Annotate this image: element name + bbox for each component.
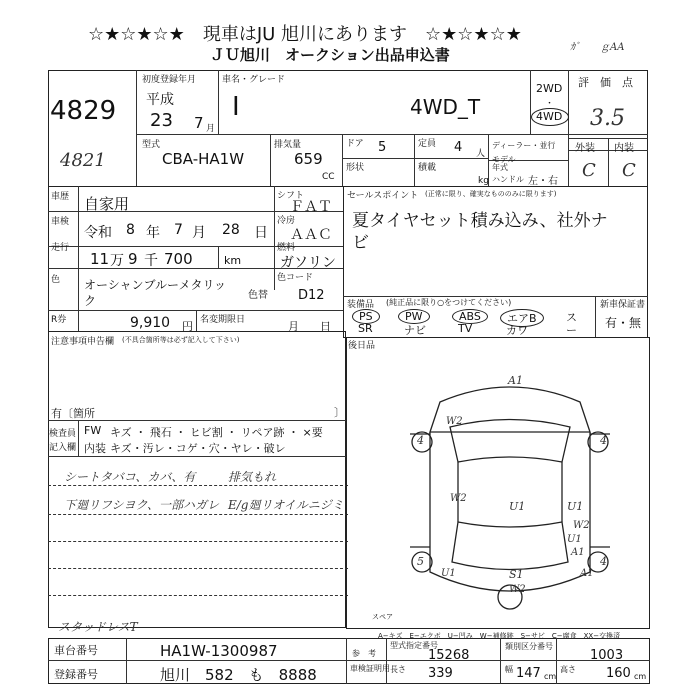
- doors-label: ドア: [346, 139, 364, 149]
- ac-value: ＡＡＣ: [290, 227, 332, 243]
- model-code: 15268: [428, 648, 470, 663]
- inspection-month: 7: [174, 222, 183, 238]
- model-name: I: [232, 92, 240, 122]
- displacement-value: 659: [294, 150, 323, 168]
- warranty-value: 有・無: [605, 316, 642, 330]
- model-label: 車名・グレード: [222, 75, 286, 85]
- interior-grade: C: [622, 160, 636, 181]
- note-line2-right: E/g廻リオイルニジミ: [228, 498, 344, 512]
- height-label: 高さ: [560, 665, 576, 674]
- capacity-unit: 人: [476, 149, 486, 159]
- mileage-man: 11: [90, 250, 110, 268]
- width-label: 幅: [505, 665, 513, 674]
- reg-month: 7: [194, 114, 204, 132]
- reg-era: 平成: [146, 92, 174, 108]
- first-reg-label: 初度登録年月: [142, 75, 197, 85]
- handle-label: ハンドル: [492, 175, 524, 184]
- mark-a1-right: A1: [571, 547, 585, 558]
- inspection-month-unit: 月: [192, 225, 206, 241]
- lot-handwritten: 4821: [60, 150, 106, 171]
- mileage-sen-unit: 千: [144, 253, 158, 269]
- inspection-label: 車検: [51, 217, 70, 227]
- equipment-item-2-3: TV: [458, 322, 473, 335]
- equipment-item-1-1: PS: [352, 309, 380, 324]
- lot-number: 4829: [50, 96, 117, 126]
- mark-w2-bottom: W2: [509, 584, 526, 595]
- documents-month: 月: [288, 320, 299, 333]
- history-value: 自家用: [84, 195, 130, 213]
- drive-dot: ・: [545, 99, 555, 109]
- reg-year: 23: [150, 110, 173, 131]
- rating-score: 3.5: [590, 106, 625, 131]
- equipment-item-2-4: カワ: [506, 324, 528, 337]
- equipment-item-1-5: ス: [566, 311, 577, 324]
- model-year-label2: 年式: [492, 163, 508, 172]
- documents-label: 名変期限日: [200, 315, 246, 325]
- mark-u1-center: U1: [509, 500, 526, 513]
- ac-label: 冷房: [277, 216, 296, 226]
- form-title: ＪＵ旭川 オークション出品申込書: [210, 46, 450, 64]
- banner: ☆★☆★☆★ 現車はJU 旭川にあります ☆★☆★☆★: [88, 24, 522, 45]
- shape-label: 形状: [346, 163, 365, 173]
- mark-u1-bottom: U1: [441, 568, 456, 579]
- mileage-sen: 9: [128, 250, 138, 268]
- history-label: 車歴: [51, 192, 70, 202]
- sales-point-note: (正常に限り、確実なもののみに限ります): [425, 190, 557, 198]
- color-code-label: 色コード: [277, 273, 314, 283]
- rear-seat-label: 後日品: [348, 341, 376, 351]
- exterior-label: 外装: [575, 143, 595, 154]
- height-unit: cm: [634, 672, 647, 681]
- color-swap-label: 色替: [248, 290, 268, 301]
- mark-u1-right2: U1: [567, 534, 582, 545]
- rating-label: 評 価 点: [578, 76, 633, 89]
- reg-month-unit: 月: [206, 124, 216, 134]
- repair-label: 有〔箇所: [51, 407, 95, 420]
- sales-point-text-2: ビ: [352, 233, 369, 253]
- fuel-value: ガソリン: [280, 255, 336, 271]
- recycle-unit: 円: [182, 320, 193, 333]
- shift-label: シフト: [277, 191, 305, 201]
- note-line1-left: シートタバコ、カバ、有: [64, 470, 196, 484]
- int-items: キズ・汚レ・コゲ・穴・ヤレ・破レ: [110, 442, 286, 455]
- model-grade: 4WD_T: [410, 95, 481, 119]
- mileage-man-unit: 万: [110, 253, 124, 269]
- inspection-day: 28: [222, 222, 240, 238]
- load-unit: kg: [478, 176, 489, 186]
- color-code: D12: [298, 288, 325, 303]
- equipment-item-2-1: SR: [358, 322, 373, 335]
- displacement-label: 排気量: [274, 140, 302, 150]
- footer-block: [48, 638, 650, 684]
- inspection-year-unit: 年: [146, 225, 160, 241]
- mark-tyre-bl: 5: [417, 555, 424, 568]
- sales-point-label: セールスポイント: [347, 191, 419, 201]
- repair-end: 〕: [334, 406, 345, 419]
- mileage-label: 走行: [51, 243, 70, 253]
- mark-w2-left: W2: [450, 493, 467, 504]
- width-value: 147: [516, 666, 541, 681]
- type-label: 型式: [142, 140, 161, 150]
- mark-a1-top: A1: [508, 374, 523, 387]
- shift-value: ＦＡＴ: [290, 199, 332, 215]
- chassis-value: HA1W-1300987: [160, 642, 278, 660]
- mark-w2-right: W2: [573, 520, 590, 531]
- mark-s1: S1: [509, 568, 524, 581]
- equipment-item-1-4: エアB: [500, 309, 544, 327]
- inspection-year: 8: [126, 222, 135, 238]
- color-value-2: ク: [84, 294, 97, 308]
- spare-label: スペア: [372, 613, 393, 621]
- recycle-label: R券: [51, 315, 67, 325]
- note-line1-right: 排気もれ: [228, 470, 277, 484]
- fw-label: FW: [84, 424, 102, 437]
- mark-tyre-tr: 4: [600, 434, 607, 447]
- load-label: 積載: [418, 163, 437, 173]
- int-label: 内装: [84, 442, 106, 455]
- equipment-item-2-2: ナビ: [404, 324, 426, 337]
- length-value: 339: [428, 666, 453, 681]
- mileage-unit: km: [224, 254, 242, 267]
- equipment-item-1-3: ABS: [452, 309, 488, 324]
- mark-w2-top: W2: [446, 416, 463, 427]
- damage-legend: A−キズ E−エクボ U−凹み W−補修跡 S−サビ C−腐食 XX−交換済: [378, 632, 621, 640]
- mark-a1-bottom: A1: [580, 568, 594, 579]
- plate-value: 旭川 582 も 8888: [160, 666, 317, 684]
- notice-note: (不具合箇所等は必ず記入して下さい): [122, 336, 240, 344]
- ref-label: 参 考: [352, 649, 376, 658]
- type-value: CBA-HA1W: [162, 150, 245, 168]
- model-code-label: 型式指定番号: [390, 641, 438, 650]
- interior-label: 内装: [614, 143, 634, 154]
- equipment-label: 装備品: [347, 300, 375, 310]
- notice-label: 注意事項申告欄: [51, 337, 115, 347]
- fw-items: キズ ・ 飛石 ・ ヒビ割 ・ リペア跡 ・ ×要: [110, 426, 323, 439]
- chassis-label: 車台番号: [54, 644, 98, 657]
- inspection-day-unit: 日: [254, 225, 268, 241]
- mark-tyre-br: 4: [600, 555, 607, 568]
- doors-value: 5: [378, 140, 387, 155]
- note-line3: スタッドレスT: [58, 620, 138, 634]
- drive-4wd: 4WD: [536, 110, 563, 123]
- height-value: 160: [606, 666, 631, 681]
- inspection-era: 令和: [84, 225, 112, 241]
- warranty-label: 新車保証書: [600, 300, 646, 310]
- sales-point-text-1: 夏タイヤセット積み込み、社外ナ: [352, 211, 608, 231]
- mark-tyre-tl: 4: [417, 434, 424, 447]
- mark-u1-right: U1: [567, 500, 584, 513]
- plate-label: 登録番号: [54, 668, 98, 681]
- handle-value: 左・右: [528, 176, 558, 187]
- length-label: 長さ: [390, 665, 406, 674]
- inspector-label2: 記入欄: [49, 443, 77, 453]
- fuel-label: 燃料: [277, 243, 296, 253]
- capacity-value: 4: [454, 140, 463, 155]
- drive-2wd: 2WD: [536, 82, 563, 95]
- class-value: 1003: [590, 648, 624, 663]
- dealer-label: ディーラー・並行: [492, 141, 556, 150]
- color-value-1: オーシャンブルーメタリッ: [84, 278, 226, 292]
- documents-day: 日: [320, 320, 331, 333]
- equipment-item-2-5: ー: [566, 324, 577, 337]
- equipment-item-1-2: PW: [398, 309, 430, 324]
- corner-note: ｶﾞ ｇAA: [570, 42, 625, 53]
- width-unit: cm: [544, 672, 557, 681]
- note-line2-left: 下廻リフシヨク、一部ハガレ: [64, 498, 220, 512]
- model-year-label1: モデル: [492, 155, 516, 164]
- class-label: 類別区分番号: [505, 642, 553, 651]
- displacement-unit: CC: [322, 172, 335, 182]
- capacity-label: 定員: [418, 139, 437, 149]
- cert-label: 車検証明用: [350, 664, 390, 673]
- equipment-note: (純正品に限り○をつけてください): [386, 298, 512, 307]
- color-label: 色: [51, 275, 61, 285]
- inspector-label1: 検査員: [49, 429, 77, 439]
- mileage-rest: 700: [164, 250, 193, 268]
- recycle-value: 9,910: [130, 315, 171, 331]
- exterior-grade: C: [582, 160, 596, 181]
